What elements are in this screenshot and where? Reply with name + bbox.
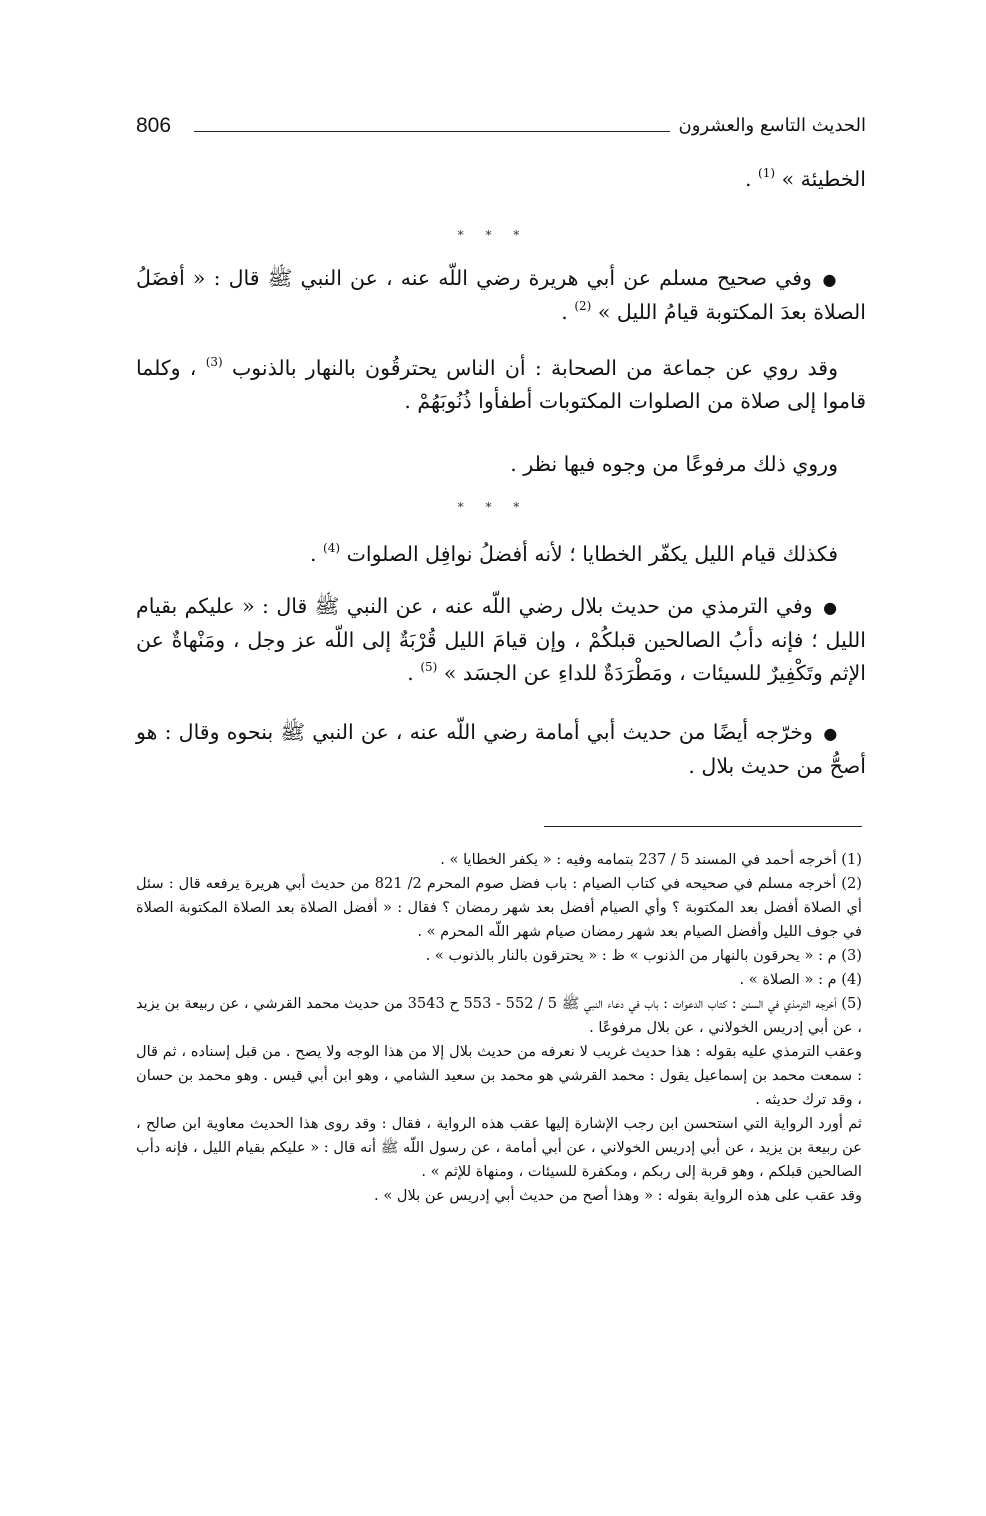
bullet-icon: ● xyxy=(823,724,838,743)
continuation-end: . xyxy=(745,167,759,191)
paragraph-4-end: . xyxy=(310,542,324,566)
footnote-ref-1[interactable]: (1) xyxy=(758,166,776,180)
paragraph-5-end: . xyxy=(407,661,421,685)
footnote-ref-4[interactable]: (4) xyxy=(323,541,341,555)
page-header xyxy=(136,112,866,144)
footnote-4: (4) م : « الصلاة » . xyxy=(739,971,862,988)
page-number: 806 xyxy=(136,114,172,137)
bullet-icon: ● xyxy=(822,270,838,289)
paragraph-1-end: . xyxy=(561,300,575,324)
footnote-2: (2) أخرجه مسلم في صحيحه في كتاب الصيام : باب فضل صوم المحرم 2/ 821 من حديث أبي هريرة يرفعه قال : سئل أي الصلاة أفضل بعد المكتوبة ؟ وأي الصيام أفضل بعد شهر رمضان ؟ فقال : « أفضل الصلاة بعد الصلاة المكتوبة الصلاة في جوف الليل وأفضل الصيام بعد شهر رمضان صيام شهر اللّه المحرم » . xyxy=(136,875,862,940)
footnote-1: (1) أخرجه أحمد في المسند 5 / 237 بتمامه وفيه : « يكفر الخطايا » . xyxy=(440,851,862,868)
section-separator-2: * * * xyxy=(457,500,529,514)
paragraph-1-text: وفي صحيح مسلم عن أبي هريرة رضي اللّه عنه ، عن النبي ﷺ قال : « أفضَلُ الصلاة بعدَ المكتوبة قيامُ الليل » xyxy=(136,266,866,324)
footnote-5-cont-1: وعقب الترمذي عليه بقوله : هذا حديث غريب لا نعرفه من حديث بلال إلا من هذا الوجه ولا يصح . من قبل إسناده ، ثم قال : سمعت محمد بن إسماعيل يقول : محمد القرشي هو محمد بن سعيد الشامي ، وهو ابن أبي قيس . وهو محمد بن حسان ، وقد ترك حديثه . xyxy=(136,1043,862,1108)
footnote-3: (3) م : « يحرقون بالنهار من الذنوب » ظ : « يحترقون بالنار بالذنوب » . xyxy=(425,947,862,964)
bullet-icon: ● xyxy=(823,598,838,617)
paragraph-1 xyxy=(136,262,866,329)
running-title: الحديث التاسع والعشرون xyxy=(678,115,866,136)
paragraph-6 xyxy=(136,716,866,783)
footnote-ref-5[interactable]: (5) xyxy=(420,660,438,674)
footnote-ref-3[interactable]: (3) xyxy=(205,355,223,369)
footnote-5: (5) أخرجه الترمذي في السنن : كتاب الدعوات : باب في دعاء النبي ﷺ 5 / 552 - 553 ح 3543 من حديث محمد القرشي ، عن ربيعة بن يزيد ، عن أبي إدريس الخولاني ، عن بلال مرفوعًا . xyxy=(136,995,862,1036)
paragraph-3 xyxy=(136,448,866,481)
paragraph-2-end: ، وكلما قاموا إلى صلاة من الصلوات المكتوبات أطفأوا ذُنُوبَهُمْ . xyxy=(136,356,866,413)
continuation-line xyxy=(136,163,866,196)
footnote-ref-2[interactable]: (2) xyxy=(574,299,592,313)
footnotes xyxy=(136,848,862,1208)
continuation-text: الخطيئة » xyxy=(775,167,866,191)
paragraph-6-text: وخرّجه أيضًا من حديث أبي أمامة رضي اللّه عنه ، عن النبي ﷺ بنحوه وقال : هو أصحُّ من حديث بلال . xyxy=(136,720,866,778)
paragraph-3-text: وروي ذلك مرفوعًا من وجوه فيها نظر . xyxy=(510,452,838,476)
paragraph-2 xyxy=(136,352,866,418)
paragraph-2-text: وقد روي عن جماعة من الصحابة : أن الناس يحترقُون بالنهار بالذنوب xyxy=(222,356,838,380)
paragraph-4 xyxy=(136,538,866,571)
paragraph-5 xyxy=(136,590,866,690)
footnote-5-cont-3: وقد عقب على هذه الرواية بقوله : « وهذا أصح من حديث أبي إدريس عن بلال » . xyxy=(374,1187,862,1204)
footnote-separator xyxy=(544,826,862,827)
footnote-5-cont-2: ثم أورد الرواية التي استحسن ابن رجب الإشارة إليها عقب هذه الرواية ، فقال : وقد روى هذا الحديث معاوية ابن صالح ، عن ربيعة بن يزيد ، عن أبي إدريس الخولاني ، عن أبي أمامة ، عن رسول اللّه ﷺ أنه قال : « عليكم بقيام الليل ، فإنه دأب الصالحين قبلكم ، وهو قربة إلى ربكم ، ومكفرة للسيئات ، ومنهاة للإثم » . xyxy=(136,1115,862,1180)
section-separator: * * * xyxy=(457,228,529,242)
header-rule xyxy=(194,131,670,132)
paragraph-5-text: وفي الترمذي من حديث بلال رضي اللّه عنه ، عن النبي ﷺ قال : « عليكم بقيام الليل ؛ فإنه دأبُ الصالحين قبلكُمْ ، وإن قيامَ الليل قُرْبَةٌ إلى اللّه عز وجل ، ومَنْهاةٌ عن الإثم وتَكْفِيرٌ للسيئات ، ومَطْرَدَةٌ للداءِ عن الجسَد » xyxy=(136,594,866,685)
paragraph-4-text: فكذلك قيام الليل يكفّر الخطايا ؛ لأنه أفضلُ نوافِل الصلوات xyxy=(340,542,838,566)
